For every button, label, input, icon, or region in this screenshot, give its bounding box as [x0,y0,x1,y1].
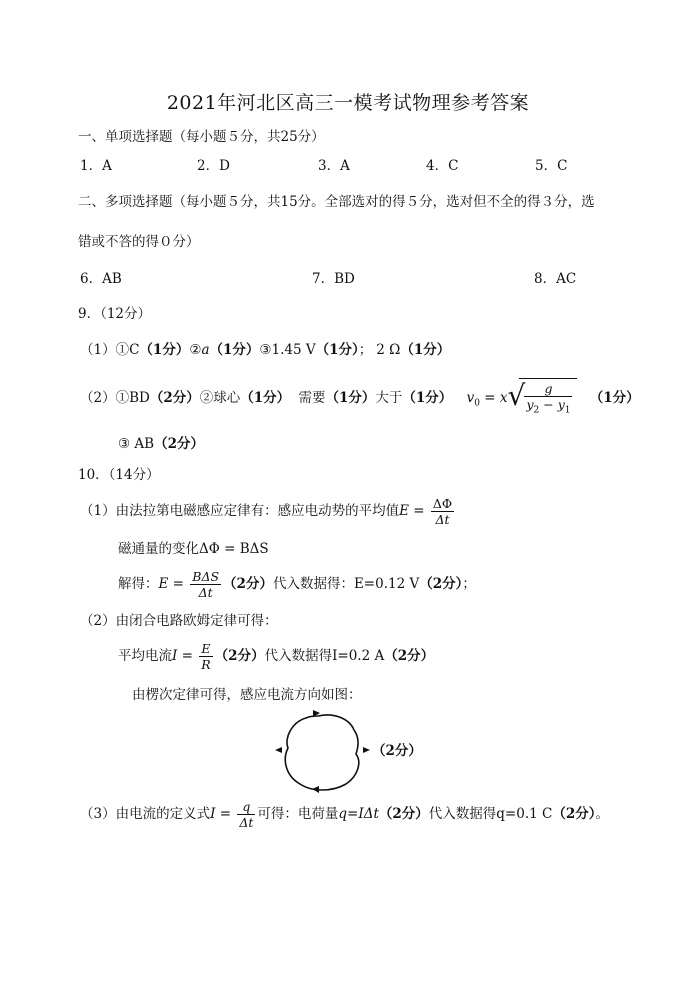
formula-x: x [499,390,508,406]
q10-p2-avg: 平均电流 [118,648,172,664]
arrow-left [275,747,282,753]
answer-4: 4．C [426,158,459,174]
q10-p1-den: Δt [435,512,450,527]
q10-p3-end: 。 [595,806,609,822]
q10-p2-eq: = [177,648,198,664]
q9-p1-mark2: ② [189,342,202,358]
q10-p3-mid: 可得：电荷量 [257,806,339,822]
current-loop-diagram [270,708,380,794]
q10-solve-den: Δt [198,585,213,600]
sqrt-symbol: √ [507,379,526,412]
answer-3: 3．A [318,158,350,174]
answer-5: 5．C [535,158,568,174]
q10-p3-qresult: q=0.1 C [496,806,553,822]
q10-solve-sub: 代入数据得： [272,576,354,592]
q10-p3-den: Δt [239,815,254,830]
q10-p2-sub: 代入数据得 [264,648,333,664]
q9-p2-mark2: ②球心 [199,390,241,406]
q9-p1-var-a: a [201,342,210,358]
loop-path [285,715,358,790]
q9-p3-prefix: ③ AB [118,436,155,452]
q10-part2-lenz: 由楞次定律可得，感应电流方向如图： [132,687,362,703]
q9-part3 [118,435,204,453]
q9-p2-score2: （1分） [240,390,291,406]
q10-p2-I: I [172,648,178,664]
q10-solve-prefix: 解得： [118,576,159,592]
q10-solve-num: BΔS [192,569,220,584]
sqrt [507,378,577,419]
q9-p1-prefix: （1）①C [80,342,140,358]
q10-p3-num: q [237,799,255,815]
frac-y1: y [557,396,565,412]
q10-p2-score1: （2分） [214,648,265,664]
q10-solve-E: E [158,576,169,592]
frac-minus: − [539,396,558,412]
q9-p1-score1: （1分） [139,342,190,358]
q10-p3-qexpr: q=IΔt [338,806,379,822]
section1-heading: 一、单项选择题（每小题５分，共25分） [78,129,325,145]
answer-6: 6．AB [80,271,122,287]
section2-heading-line2: 错或不答的得０分） [78,234,200,250]
q9-p1-sep: ； [358,342,373,358]
q10-p3-score2: （2分） [552,806,596,822]
q9-p2-need: 需要 [298,390,326,406]
q10-p1-num: ΔΦ [432,496,453,511]
formula-v0: v [466,390,475,406]
q10-p1-eq: = [408,503,429,519]
q9-label: 9．（12分） [78,306,152,322]
q10-p1-E: E [399,503,409,519]
q9-p3-score: （2分） [154,436,204,452]
q10-p3-eq: = [215,806,236,822]
q10-p1-text: （1）由法拉第电磁感应定律有：感应电动势的平均值 [80,503,400,519]
q9-p2-score1: （2分） [149,390,200,406]
section2-heading-line1: 二、多项选择题（每小题５分，共15分。全部选对的得５分，选对但不全的得３分，选 [78,194,595,210]
q9-p1-score4: （1分） [400,342,451,358]
q10-p3-score1: （2分） [378,806,429,822]
q9-p1-mark3: ③1.45 V [259,342,316,358]
q9-p2-score4: （1分） [402,390,453,406]
answer-8: 8．AC [534,271,577,287]
q10-p2-score2: （2分） [384,648,435,664]
q9-p2-prefix: （2）①BD [80,390,150,406]
arrow-bottom [312,786,319,793]
q9-part1 [80,341,450,359]
q9-p1-ohm: 2 Ω [376,342,401,358]
q10-part1-line2: 磁通量的变化ΔΦ = BΔS [118,541,269,557]
q10-solve-score: （2分） [223,576,273,592]
frac-g: g [524,381,572,397]
q10-diagram-score: （2分） [372,743,422,759]
formula-v0-sub: 0 [474,398,480,409]
q10-p3-prefix: （3）由电流的定义式 [80,806,211,822]
q10-p2-den: R [201,657,211,672]
answer-2: 2．D [197,158,230,174]
q9-p1-score2: （1分） [209,342,260,358]
q10-solve-result: E=0.12 V [353,576,420,592]
q10-part1-solve [118,566,476,602]
answer-1: 1．A [80,158,112,174]
q10-part2-line1: （2）由闭合电路欧姆定律可得： [80,613,278,629]
q10-p3-I: I [210,806,216,822]
frac-y1-sub: 1 [564,405,571,416]
q9-p1-score3: （1分） [315,342,359,358]
q9-part2 [80,378,640,418]
q9-p2-gt: 大于 [375,390,403,406]
page-title: 2021年河北区高三一模考试物理参考答案 [166,92,530,114]
q10-part1-line1 [80,494,456,528]
q10-part3 [80,796,609,832]
q10-p2-num: E [199,641,212,657]
frac-y2: y [526,396,534,412]
q10-solve-eq: = [168,576,189,592]
q10-label: 10．（14分） [78,467,160,483]
q10-part2-current [118,638,434,674]
answer-7: 7．BD [312,271,355,287]
q9-p2-score3: （1分） [325,390,376,406]
frac-y2-sub: 2 [533,405,540,416]
q9-p2-score5: （1分） [589,390,640,406]
q10-solve-score2: （2分） [419,576,463,592]
q10-p3-sub: 代入数据得 [428,806,497,822]
q10-p2-result: I=0.2 A [332,648,385,664]
q9-p2-formula [466,379,582,416]
formula-eq: = [479,390,500,406]
arrow-right [363,747,370,753]
q10-solve-end: ； [462,576,476,592]
